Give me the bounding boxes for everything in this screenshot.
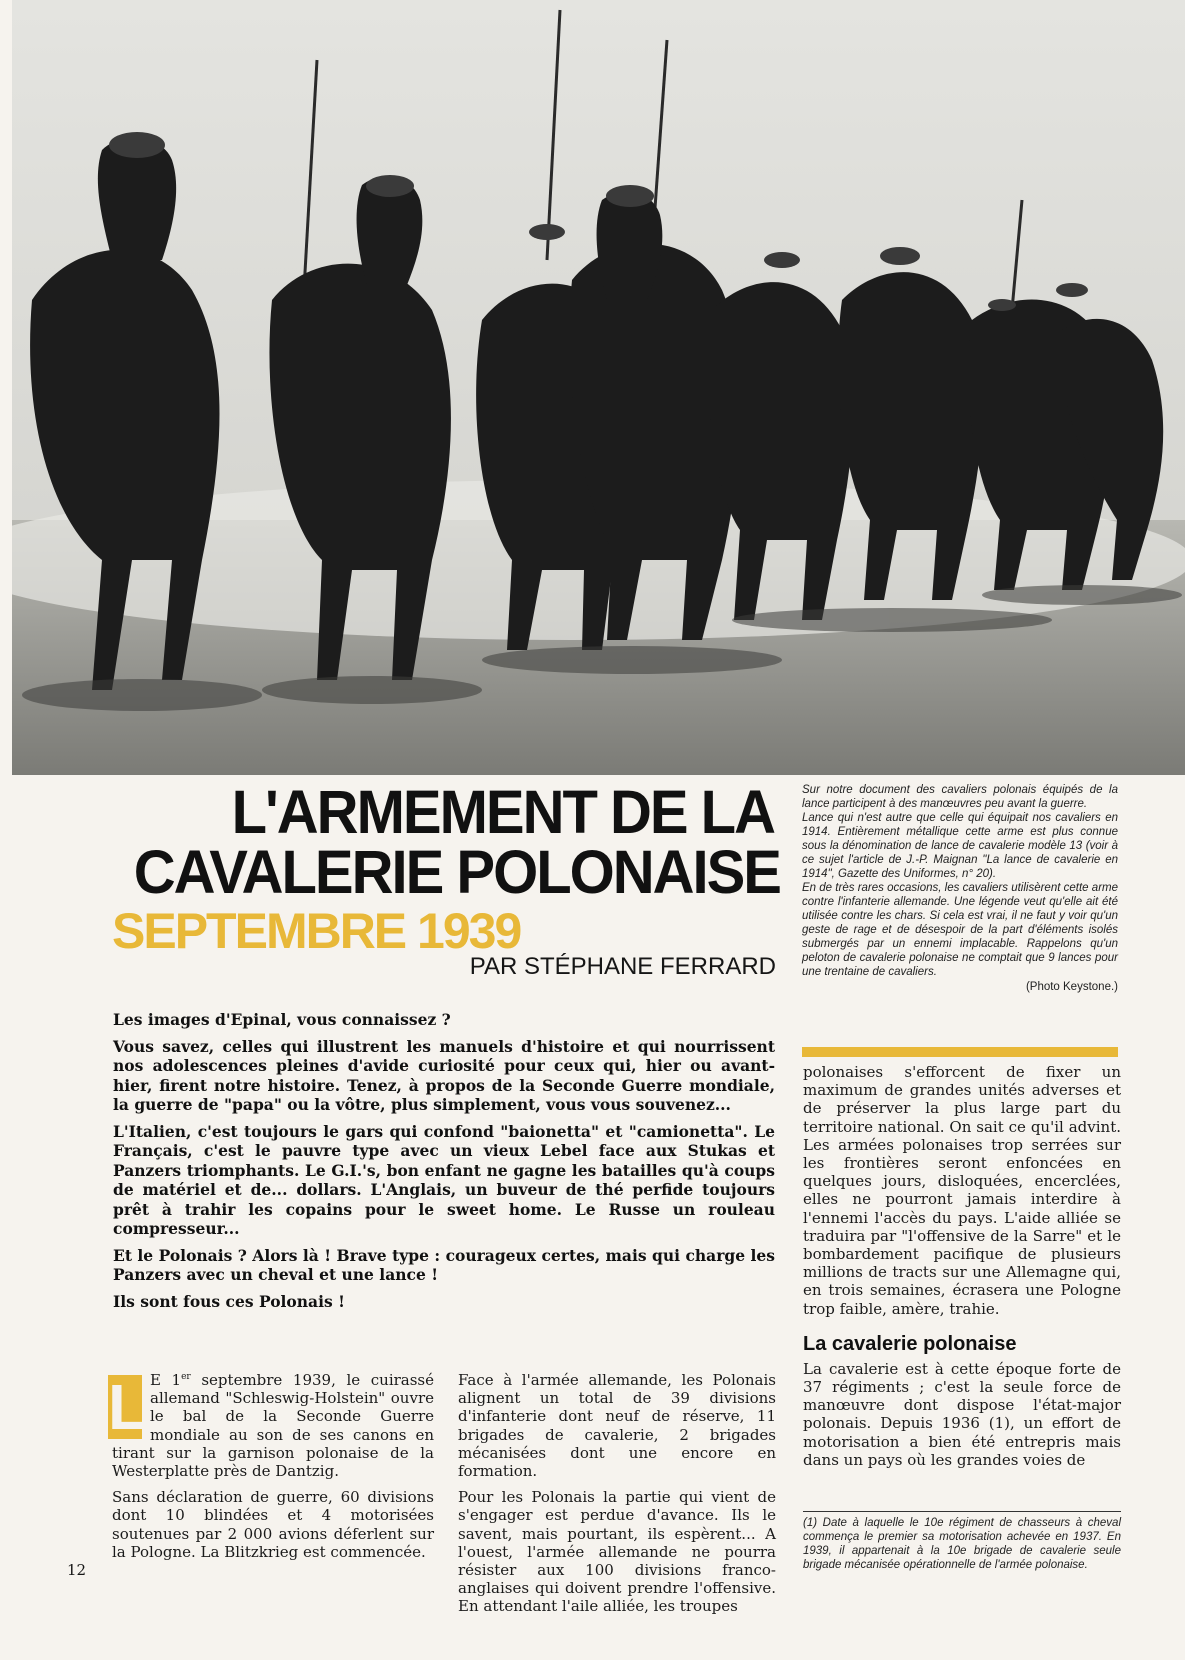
intro-paragraph: L'Italien, c'est toujours le gars qui confond "baionetta" et "camionetta". Le Français, c'est le pauvre type avec un vieux Lebel face aux Stukas et Panzers triomphants. Le G.I.'s, bon enfant ne gagne les batailles qu'à coups de matériel et de... dollars. L'Anglais, un buveur de thé perfide toujours prêt à trahir les copains pour le sweet home. Le Russe un rouleau compresseur... — [113, 1121, 775, 1238]
article-header — [20, 778, 780, 981]
article-byline: PAR STÉPHANE FERRARD — [469, 953, 776, 980]
article-subtitle: SEPTEMBRE 1939 — [112, 903, 521, 959]
caption-paragraph: En de très rares occasions, les cavaliers utilisèrent cette arme contre l'infanterie allemande. Une légende veut qu'elle ait été utilisée contre les chars. Si cela est vrai, il ne faut y voir qu'un geste de rage et de désespoir de la part d'éléments isolés submergés par un ennemi implacable. Rappelons qu'un peloton de cavalerie polonaise ne comptait que 9 lances pour une trentaine de cavaliers. — [802, 882, 1118, 978]
cavalry-photo-illustration — [12, 0, 1185, 775]
body-column-1 — [108, 1371, 435, 1569]
page-number: 12 — [67, 1561, 87, 1579]
body-column-2 — [458, 1371, 776, 1624]
gold-divider — [802, 1047, 1118, 1057]
body-paragraph: Sans déclaration de guerre, 60 divisions dont 10 blindées et 4 motorisées soutenues par 2 000 avions déferlent sur la Pologne. La Blitzkrieg est commencée. — [112, 1488, 434, 1561]
article-intro — [113, 1010, 775, 1318]
caption-paragraph: Lance qui n'est autre que celle qui équipait nos cavaliers en 1914. Entièrement métallique cette arme est plus connue sous la dénomination de lance de cavalerie modèle 13 (voir à ce sujet l'article de J.-P. Maignan "La lance de cavalerie en 1914", Gazette des Uniformes, n° 20). — [802, 812, 1118, 880]
footnote: (1) Date à laquelle le 10e régiment de chasseurs à cheval commença le premier sa motorisation achevée en 1937. En 1939, il appartenait à la 10e brigade de cavalerie seule brigade mécanisée opérationnelle de l'armée polonaise. — [803, 1511, 1121, 1572]
intro-paragraph: Les images d'Epinal, vous connaissez ? — [113, 1010, 451, 1029]
body-paragraph: La cavalerie est à cette époque forte de 37 régiments ; c'est la seule force de manœuvre dont dispose l'état-major polonais. Depuis 1936 (1), un effort de motorisation a bien été entrepris mais dans un pays où les grandes voies de — [803, 1359, 1121, 1469]
section-heading: La cavalerie polonaise — [803, 1332, 1017, 1355]
caption-paragraph: Sur notre document des cavaliers polonais équipés de la lance participent à des manœuvres peu avant la guerre. — [802, 784, 1118, 810]
ordinal-superscript: er — [181, 1372, 191, 1382]
article-title-line-2: CAVALERIE POLONAISE — [133, 838, 780, 907]
article-title-line-1: L'ARMEMENT DE LA — [231, 778, 774, 847]
paragraph-lead: E 1 — [150, 1371, 182, 1389]
intro-paragraph: Ils sont fous ces Polonais ! — [113, 1291, 345, 1311]
intro-paragraph: Et le Polonais ? Alors là ! Brave type : courageux certes, mais qui charge les Panzers avec un cheval et une lance ! — [113, 1245, 775, 1284]
cavalry-charge-photo — [12, 0, 1185, 775]
body-column-3 — [803, 1063, 1121, 1477]
photo-credit: (Photo Keystone.) — [1025, 981, 1118, 993]
body-paragraph: polonaises s'efforcent de fixer un maximum de grandes unités adverses et de préserver la plus large part du territoire national. On sait ce qu'il advint. Les armées polonaises trop serrées sur les frontières seront enfoncées en quelques jours, disloquées, encerclées, elles ne pourront jamais interdire à l'ennemi l'accès du pays. L'aide alliée se traduira par "l'offensive de la Sarre" et le bombardement pacifique de plusieurs millions de tracts sur une Allemagne qui, en trois semaines, écrasera une Pologne trop faible, amère, trahie. — [803, 1063, 1121, 1318]
drop-cap: L — [108, 1371, 148, 1443]
body-paragraph: Pour les Polonais la partie qui vient de s'engager est perdue d'avance. Ils le savent, mais pourtant, ils espèrent... A l'ouest, l'armée allemande ne pourra résister aux 100 divisions franco-anglaises qui doivent prendre l'offensive. En attendant l'aile alliée, les troupes — [458, 1488, 776, 1616]
body-paragraph: Face à l'armée allemande, les Polonais alignent un total de 39 divisions d'infanterie dont neuf de réserve, 11 brigades de cavalerie, 2 brigades mécanisées dont une encore en formation. — [458, 1371, 776, 1481]
paragraph-text: septembre 1939, le cuirassé allemand "Schleswig-Holstein" ouvre le bal de la Seconde Guerre mondiale au son de ses canons en tirant sur la garnison polonaise de la Westerplatte près de Dantzig. — [112, 1371, 435, 1481]
intro-paragraph: Vous savez, celles qui illustrent les manuels d'histoire et qui nourrissent nos adolescences pleines d'avide curiosité pour ceux qui, hier ou avant-hier, firent notre histoire. Tenez, à propos de la Seconde Guerre mondiale, la guerre de "papa" ou la vôtre, plus simplement, vous vous souvenez... — [113, 1036, 775, 1114]
body-paragraph — [108, 1371, 435, 1481]
photo-caption — [802, 783, 1118, 994]
